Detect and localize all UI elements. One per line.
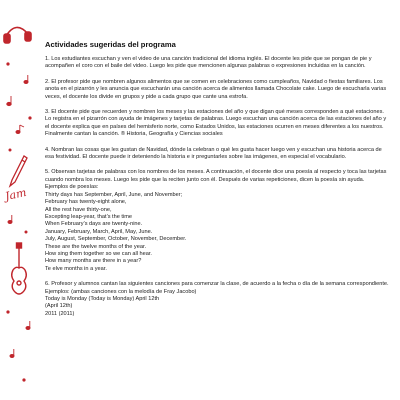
poem-line: All the rest have thirty-one, xyxy=(45,206,112,213)
jam-label: Jam xyxy=(3,185,28,204)
poem-line: February has twenty-eight alone, xyxy=(45,199,127,206)
activity-6 xyxy=(45,281,390,318)
activity-1: 1. Los estudiantes escuchan y ven el video de una canción tradicional del idioma inglés. El docente les pide que se pongan de pie y acompañen el coro con el baile del video. Luego les pide que mencionen algunas palabras o expresiones incluidas en la canción. xyxy=(45,56,372,70)
music-notes-lower-icon xyxy=(7,215,30,381)
activity-4: 4. Nombran las cosas que les gustan de Navidad, dónde la celebran o qué les gusta hacer luego ven y escuchan una historia acerca de esa festividad. El docente puede ir deteniendo la historia e ir preguntarles sobre las imágenes, en especial el vocabulario. xyxy=(45,146,382,161)
poem-line: How sing them together so we can all hear. xyxy=(45,250,152,257)
poem-intro: Ejemplos de poesías: xyxy=(45,184,99,191)
poem-line: These are the twelve months of the year. xyxy=(45,243,147,250)
poem-line: July, August, September, October, November, December. xyxy=(45,236,187,243)
activity-6-text: 6. Profesor y alumnos cantan las siguientes canciones para comenzar la clase, de acuerdo a la fecha o día de la semana correspondiente. xyxy=(45,281,389,288)
activity-5-text: 5. Observan tarjetas de palabras con los nombres de los meses. A continuación, el docente dice una poesía al respecto y toca las tarjetas cuando nombra los meses. Luego les pide que la reciten junto con él. Después de varias repeticiones, dicen la poesía sin ayuda. xyxy=(45,169,387,183)
poem-line: Thirty days has September, April, June, and November; xyxy=(45,191,183,198)
song-line: Today is Monday (Today is Monday) April 12th xyxy=(45,295,160,302)
poem-line: How many months are there in a year? xyxy=(45,258,142,265)
decorative-margin xyxy=(0,0,40,400)
guitar-icon xyxy=(12,243,27,294)
poem-line: Excepting leap-year, that’s the time xyxy=(45,213,132,220)
document-body xyxy=(45,40,390,326)
pencil-icon xyxy=(10,156,27,186)
activity-2: 2. El profesor pide que nombren algunos alimentos que se comen en celebraciones como cumpleaños, Navidad o fiestas familiares. Los anota en el pizarrón y les anuncia que escucharán una canción acerca de alimentos llamada Chocolate cake. Luego de escucharla varias veces, el docente los divide en grupos y pide a cada grupo que cante una estrofa. xyxy=(45,78,387,100)
song-line: Ejemplos: (ambas canciones con la melodía de Fray Jacobo) xyxy=(45,288,197,295)
song-line: 2011 (2011) xyxy=(45,310,75,317)
music-notes-icon xyxy=(7,63,31,151)
poem-line: Te elve months in a year. xyxy=(45,265,107,272)
poem-line: When February’s days are twenty-nine. xyxy=(45,221,143,228)
song-line: (April 12th) xyxy=(45,303,73,310)
headphones-icon xyxy=(4,27,31,43)
activity-3: 3. El docente pide que recuerden y nombren los meses y las estaciones del año y que digan qué meses corresponden a qué estaciones. Lo registra en el pizarrón con ayuda de imágenes y tarjetas de palabras. Luego escuchan una canción acerca de las estaciones del año y el docente explica que en países del hemisferio norte, como Estados Unidos, las estaciones ocurren en meses diferentes a los nuestros. Finalmente cantan la canción. ® Historia, Geografía y Ciencias sociales xyxy=(45,109,387,138)
page-title: Actividades sugeridas del programa xyxy=(45,40,176,49)
poem-line: January, February, March, April, May, June. xyxy=(45,228,153,235)
activity-5 xyxy=(45,169,390,273)
